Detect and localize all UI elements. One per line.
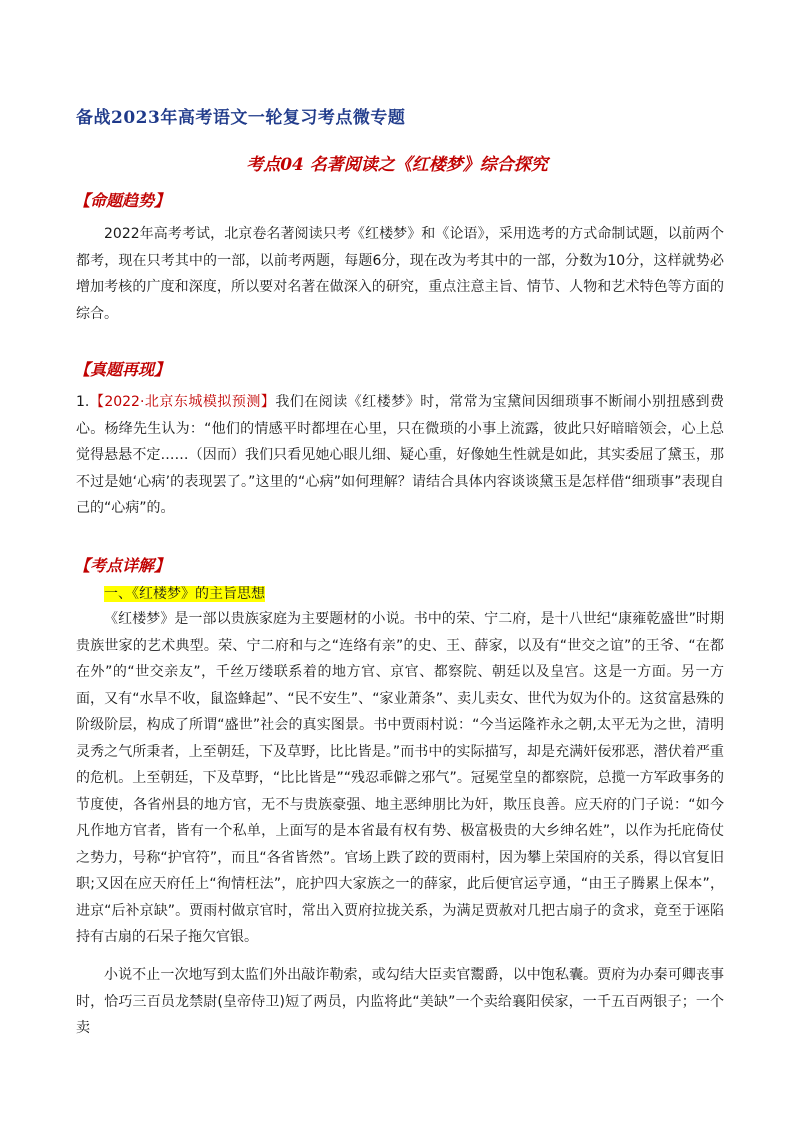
document-subtitle: 考点04 名著阅读之《红楼梦》综合探究: [246, 155, 548, 175]
detail-paragraph-2: 小说不止一次地写到太监们外出敲诈勒索，或勾结大臣卖官鬻爵，以中饱私囊。贾府为办秦可卿丧事时，恰巧三百员龙禁尉(皇帝侍卫)短了两员，内监将此“美缺”一个卖给襄阳侯家，一千五百两银子；一个卖: [76, 967, 724, 1036]
document-title: 备战2023年高考语文一轮复习考点微专题: [76, 108, 406, 128]
detail-paragraph-1: 《红楼梦》是一部以贵族家庭为主要题材的小说。书中的荣、宁二府，是十八世纪“康雍乾盛世”时期贵族世家的艺术典型。荣、宁二府和与之“连络有亲”的史、王、薛家，以及有“世交之谊”的王爷、“在都在外”的“世交亲友”，千丝万缕联系着的地方官、京官、都察院、朝廷以及皇宫。这是一方面。另一方面，又有“水旱不收，鼠盗蜂起”、“民不安生”、“家业萧条”、卖儿卖女、世代为奴为仆的。这贫富悬殊的阶级阶层，构成了所谓“盛世”社会的真实图景。书中贾雨村说：“今当运隆祚永之朝,太平无为之世，清明灵秀之气所秉者，上至朝廷，下及草野，比比皆是。”而书中的实际描写，却是充满奸佞邪恶，潜伏着严重的危机。上至朝廷，下及草野，“比比皆是”“残忍乖僻之邪气”。冠冕堂皇的都察院，总揽一方军政事务的节度使，各省州县的地方官，无不与贵族豪强、地主恶绅朋比为奸，欺压良善。应天府的门子说：“如今凡作地方官者，皆有一个私单，上面写的是本省最有权有势、极富极贵的大乡绅名姓”，以作为托庇倚仗之势力，号称“护官符”，而且“各省皆然”。官场上跌了跤的贾雨村，因为攀上荣国府的关系，得以官复旧职;又因在应天府任上“徇情枉法”，庇护四大家族之一的薛家，此后便官运亨通，“由王子腾累上保本”，进京“后补京缺”。贾雨村做京官时，常出入贾府拉拢关系，为满足贾赦对几把古扇子的贪求，竟至于诬陷持有古扇的石呆子拖欠官银。: [76, 611, 724, 945]
highlighted-subheading: 一、《红楼梦》的主旨思想: [104, 586, 265, 602]
detail-subheading: [104, 584, 265, 604]
section-heading-detail: 【考点详解】: [74, 556, 171, 575]
section-heading-real: 【真题再现】: [74, 360, 171, 379]
trend-paragraph: 2022年高考考试，北京卷名著阅读只考《红楼梦》和《论语》，采用选考的方式命制试题，以前两个都考，现在只考其中的一部，以前考两题，每题6分，现在改为考其中的一部，分数为10分，这样就势必增加考核的广度和深度，所以要对名著在做深入的研究，重点注意主旨、情节、人物和艺术特色等方面的综合。: [76, 226, 724, 322]
question-source-tag: 【2022·北京东城模拟预测】: [89, 394, 276, 410]
real-question: [76, 389, 724, 522]
section-heading-trend: 【命题趋势】: [74, 191, 171, 210]
question-text: 我们在阅读《红楼梦》时，常常为宝黛间因细琐事不断闹小别扭感到费心。杨绛先生认为：“他们的情感平时都埋在心里，只在微琐的小事上流露，彼此只好暗暗领会，心上总觉得悬悬不定……（因而）我们只看见她心眼儿细、疑心重，好像她生性就是如此，其实委屈了黛玉，那不过是她‘心病’的表现罢了。”这里的“心病”如何理解？请结合具体内容谈谈黛玉是怎样借“细琐事”表现自己的“心病”的。: [76, 394, 724, 516]
question-number: 1.: [76, 394, 90, 410]
